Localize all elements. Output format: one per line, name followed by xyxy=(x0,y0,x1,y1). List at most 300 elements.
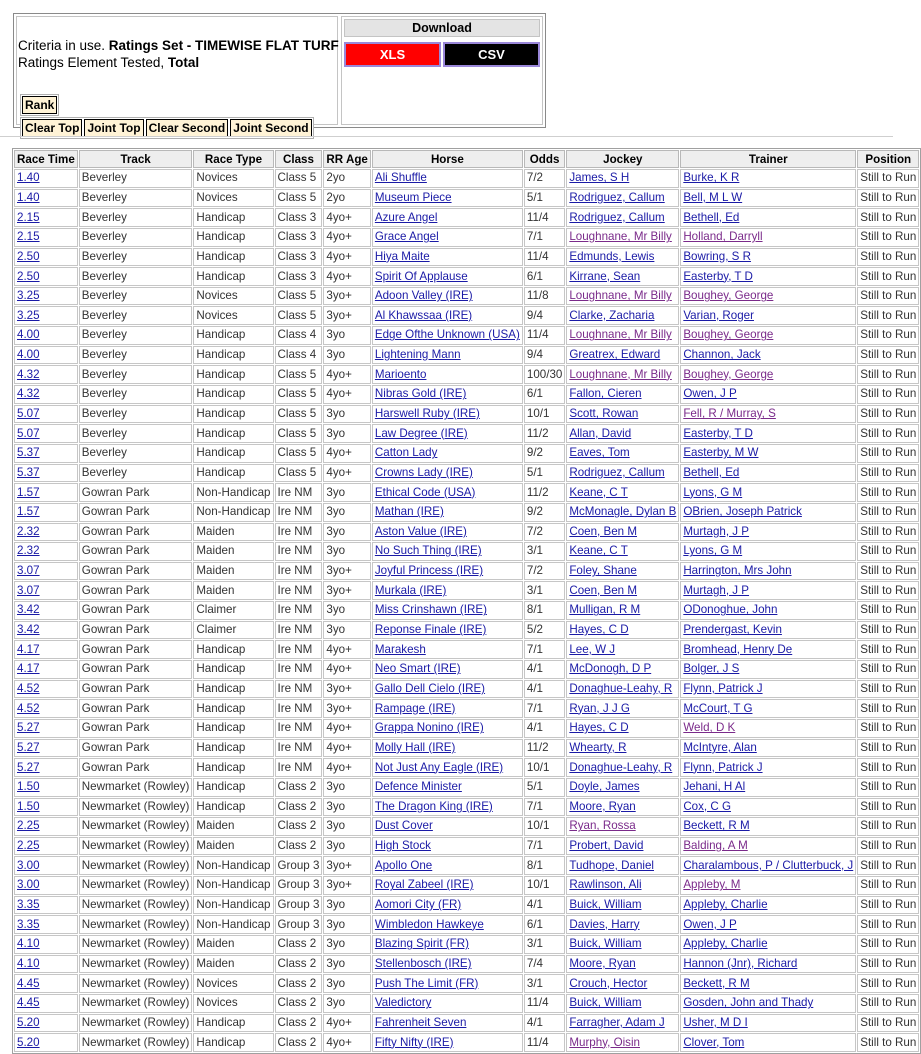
cell-track: Gowran Park xyxy=(79,562,193,581)
horse-link[interactable]: The Dragon King (IRE) xyxy=(374,799,493,813)
jockey-link[interactable]: Allan, David xyxy=(569,426,632,440)
jockey-link[interactable]: Murphy, Oisin xyxy=(569,1035,640,1049)
horse-link[interactable]: Not Just Any Eagle (IRE) xyxy=(374,760,504,774)
horse-link[interactable]: Aston Value (IRE) xyxy=(374,524,467,538)
cell-horse xyxy=(372,778,523,797)
cell-trainer xyxy=(680,365,856,384)
horse-link[interactable]: Apollo One xyxy=(374,858,433,872)
cell-position: Still to Run xyxy=(857,169,919,188)
jockey-link[interactable]: Keane, C T xyxy=(569,485,628,499)
cell-horse xyxy=(372,974,523,993)
horse-link[interactable]: Law Degree (IRE) xyxy=(374,426,468,440)
horse-link[interactable]: Wimbledon Hawkeye xyxy=(374,917,484,931)
cell-race-type: Handicap xyxy=(193,365,273,384)
cell-race-time xyxy=(14,758,78,777)
table-header-row xyxy=(14,150,919,168)
jockey-link[interactable]: McDonogh, D P xyxy=(569,662,652,676)
cell-rr-age: 4yo+ xyxy=(323,228,370,247)
cell-rr-age: 4yo+ xyxy=(323,248,370,267)
jockey-link[interactable]: Ryan, J J G xyxy=(569,701,630,715)
horse-link[interactable]: Marakesh xyxy=(374,642,426,656)
cell-race-type: Handicap xyxy=(193,208,273,227)
race-time-link[interactable]: 3.00 xyxy=(17,858,40,872)
table-row xyxy=(14,385,919,404)
trainer-link[interactable]: Beckett, R M xyxy=(683,819,750,833)
cell-class: Class 3 xyxy=(275,208,323,227)
horse-link[interactable]: Molly Hall (IRE) xyxy=(374,740,456,754)
race-time-link[interactable]: 3.35 xyxy=(17,917,40,931)
cell-race-time xyxy=(14,955,78,974)
trainer-link[interactable]: Clover, Tom xyxy=(683,1035,745,1049)
race-time-link[interactable]: 1.57 xyxy=(17,485,40,499)
cell-position: Still to Run xyxy=(857,248,919,267)
horse-link[interactable]: Joyful Princess (IRE) xyxy=(374,564,484,578)
race-time-link[interactable]: 5.27 xyxy=(17,740,40,754)
horse-link[interactable]: Grappa Nonino (IRE) xyxy=(374,721,484,735)
horse-link[interactable]: Harswell Ruby (IRE) xyxy=(374,407,480,420)
cell-jockey xyxy=(566,424,679,443)
horse-link[interactable]: Royal Zabeel (IRE) xyxy=(374,878,474,892)
trainer-link[interactable]: Boughey, George xyxy=(683,328,774,342)
cell-horse xyxy=(372,876,523,895)
horse-link[interactable]: No Such Thing (IRE) xyxy=(374,544,482,558)
cell-trainer xyxy=(680,326,856,345)
cell-jockey xyxy=(566,817,679,836)
jockey-link[interactable]: Donaghue-Leahy, R xyxy=(569,760,673,774)
race-time-link[interactable]: 4.17 xyxy=(17,662,40,676)
cell-position: Still to Run xyxy=(857,856,919,875)
horse-link[interactable]: Museum Piece xyxy=(374,190,452,204)
trainer-link[interactable]: Charalambous, P / Clutterbuck, J xyxy=(683,858,854,872)
race-time-link[interactable]: 2.25 xyxy=(17,839,40,853)
cell-rr-age: 2yo xyxy=(323,189,370,208)
cell-track: Beverley xyxy=(79,306,193,325)
trainer-link[interactable]: Owen, J P xyxy=(683,917,737,931)
cell-rr-age: 3yo+ xyxy=(323,562,370,581)
horse-link[interactable]: Neo Smart (IRE) xyxy=(374,662,461,676)
cell-rr-age: 3yo+ xyxy=(323,581,370,600)
cell-class: Class 2 xyxy=(275,974,323,993)
cell-class: Ire NM xyxy=(275,640,323,659)
cell-horse xyxy=(372,405,523,424)
race-time-link[interactable]: 4.32 xyxy=(17,367,40,381)
horse-link[interactable]: Stellenbosch (IRE) xyxy=(374,956,472,970)
rank-button[interactable]: Rank xyxy=(22,96,57,114)
cell-horse xyxy=(372,935,523,954)
race-time-link[interactable]: 2.50 xyxy=(17,249,40,263)
cell-odds: 11/4 xyxy=(524,1033,565,1052)
cell-class: Ire NM xyxy=(275,562,323,581)
cell-rr-age: 3yo xyxy=(323,346,370,365)
trainer-link[interactable]: Balding, A M xyxy=(683,839,748,853)
cell-position: Still to Run xyxy=(857,798,919,817)
cell-odds: 8/1 xyxy=(524,601,565,620)
race-time-link[interactable]: 5.07 xyxy=(17,407,40,420)
cell-position: Still to Run xyxy=(857,817,919,836)
race-time-link[interactable]: 3.25 xyxy=(17,308,40,322)
race-time-link[interactable]: 1.50 xyxy=(17,780,40,794)
race-time-link[interactable]: 2.50 xyxy=(17,269,40,283)
jockey-link[interactable]: Fallon, Cieren xyxy=(569,387,642,401)
horse-link[interactable]: Crowns Lady (IRE) xyxy=(374,465,473,479)
cell-odds: 9/2 xyxy=(524,503,565,522)
jockey-link[interactable]: Keane, C T xyxy=(569,544,628,558)
trainer-link[interactable]: Lyons, G M xyxy=(683,485,743,499)
jockey-link[interactable]: Loughnane, Mr Billy xyxy=(569,328,672,342)
race-time-link[interactable]: 3.42 xyxy=(17,603,40,617)
horse-link[interactable]: Nibras Gold (IRE) xyxy=(374,387,467,401)
cell-race-type: Non-Handicap xyxy=(193,896,273,915)
cell-odds: 7/1 xyxy=(524,699,565,718)
trainer-link[interactable]: McIntyre, Alan xyxy=(683,740,757,754)
jockey-link[interactable]: Hayes, C D xyxy=(569,623,629,637)
cell-class: Class 2 xyxy=(275,798,323,817)
race-time-link[interactable]: 4.10 xyxy=(17,956,40,970)
cell-position: Still to Run xyxy=(857,915,919,934)
race-time-link[interactable]: 1.40 xyxy=(17,171,40,185)
race-time-link[interactable]: 3.07 xyxy=(17,583,40,597)
cell-trainer xyxy=(680,346,856,365)
jockey-link[interactable]: Buick, William xyxy=(569,898,642,912)
race-time-link[interactable]: 1.57 xyxy=(17,505,40,519)
trainer-link[interactable]: Easterby, T D xyxy=(683,426,753,440)
joint-second-button[interactable]: Joint Second xyxy=(230,119,311,137)
jockey-link[interactable]: Moore, Ryan xyxy=(569,799,636,813)
horse-link[interactable]: Gallo Dell Cielo (IRE) xyxy=(374,681,486,695)
cell-trainer xyxy=(680,640,856,659)
cell-class: Group 3 xyxy=(275,856,323,875)
horse-link[interactable]: Edge Ofthe Unknown (USA) xyxy=(374,328,520,342)
trainer-link[interactable]: McCourt, T G xyxy=(683,701,753,715)
table-row xyxy=(14,208,919,227)
cell-race-time xyxy=(14,267,78,286)
horse-link[interactable]: Mathan (IRE) xyxy=(374,505,444,519)
horse-link[interactable]: Defence Minister xyxy=(374,780,462,794)
race-time-link[interactable]: 4.52 xyxy=(17,701,40,715)
race-time-link[interactable]: 4.52 xyxy=(17,681,40,695)
jockey-link[interactable]: Lee, W J xyxy=(569,642,616,656)
race-time-link[interactable]: 2.32 xyxy=(17,524,40,538)
race-time-link[interactable]: 3.25 xyxy=(17,289,40,303)
trainer-link[interactable]: Flynn, Patrick J xyxy=(683,681,763,695)
race-time-link[interactable]: 5.27 xyxy=(17,721,40,735)
cell-rr-age: 3yo xyxy=(323,542,370,561)
cell-odds: 10/1 xyxy=(524,876,565,895)
cell-race-type: Handicap xyxy=(193,719,273,738)
cell-horse xyxy=(372,1014,523,1033)
cell-rr-age: 2yo xyxy=(323,169,370,188)
race-time-link[interactable]: 3.35 xyxy=(17,898,40,912)
cell-rr-age: 3yo xyxy=(323,601,370,620)
horse-link[interactable]: Adoon Valley (IRE) xyxy=(374,289,473,303)
cell-jockey xyxy=(566,621,679,640)
race-time-link[interactable]: 5.07 xyxy=(17,426,40,440)
trainer-link[interactable]: Bell, M L W xyxy=(683,190,743,204)
trainer-link[interactable]: Beckett, R M xyxy=(683,976,750,990)
xls-download-button[interactable]: XLS xyxy=(344,42,441,67)
trainer-link[interactable]: Appleby, Charlie xyxy=(683,898,768,912)
trainer-link[interactable]: Easterby, T D xyxy=(683,269,753,283)
cell-jockey xyxy=(566,915,679,934)
trainer-link[interactable]: Lyons, G M xyxy=(683,544,743,558)
cell-horse xyxy=(372,1033,523,1052)
trainer-link[interactable]: Bowring, S R xyxy=(683,249,751,263)
jockey-link[interactable]: Tudhope, Daniel xyxy=(569,858,654,872)
trainer-link[interactable]: Weld, D K xyxy=(683,721,736,735)
cell-position: Still to Run xyxy=(857,1033,919,1052)
cell-track: Gowran Park xyxy=(79,483,193,502)
horse-link[interactable]: Al Khawssaa (IRE) xyxy=(374,308,473,322)
table-row xyxy=(14,640,919,659)
jockey-link[interactable]: Foley, Shane xyxy=(569,564,637,578)
jockey-link[interactable]: James, S H xyxy=(569,171,630,185)
jockey-link[interactable]: Rawlinson, Ali xyxy=(569,878,642,892)
jockey-link[interactable]: Moore, Ryan xyxy=(569,956,636,970)
trainer-link[interactable]: ODonoghue, John xyxy=(683,603,778,617)
element-tested-value: Total xyxy=(167,55,200,70)
jockey-link[interactable]: McMonagle, Dylan B xyxy=(569,505,677,519)
horse-link[interactable]: Ali Shuffle xyxy=(374,171,427,185)
cell-track: Newmarket (Rowley) xyxy=(79,876,193,895)
jockey-link[interactable]: Probert, David xyxy=(569,839,644,853)
trainer-link[interactable]: Owen, J P xyxy=(683,387,737,401)
cell-odds: 3/1 xyxy=(524,542,565,561)
horse-link[interactable]: High Stock xyxy=(374,839,431,853)
cell-track: Newmarket (Rowley) xyxy=(79,994,193,1013)
table-body xyxy=(14,169,919,1052)
jockey-link[interactable]: Donaghue-Leahy, R xyxy=(569,681,673,695)
trainer-link[interactable]: Jehani, H Al xyxy=(683,780,746,794)
table-row xyxy=(14,1014,919,1033)
jockey-link[interactable]: Rodriguez, Callum xyxy=(569,190,665,204)
trainer-link[interactable]: Bethell, Ed xyxy=(683,465,740,479)
cell-race-time xyxy=(14,385,78,404)
cell-position: Still to Run xyxy=(857,955,919,974)
horse-link[interactable]: Azure Angel xyxy=(374,210,438,224)
horse-link[interactable]: Catton Lady xyxy=(374,446,438,460)
race-time-link[interactable]: 2.15 xyxy=(17,230,40,244)
cell-horse xyxy=(372,915,523,934)
cell-odds: 3/1 xyxy=(524,974,565,993)
cell-trainer xyxy=(680,562,856,581)
cell-odds: 7/1 xyxy=(524,837,565,856)
cell-rr-age: 3yo xyxy=(323,896,370,915)
jockey-link[interactable]: Mulligan, R M xyxy=(569,603,641,617)
cell-class: Class 2 xyxy=(275,955,323,974)
horse-link[interactable]: Blazing Spirit (FR) xyxy=(374,937,469,951)
cell-race-time xyxy=(14,994,78,1013)
jockey-link[interactable]: Buick, William xyxy=(569,996,642,1010)
race-time-link[interactable]: 4.45 xyxy=(17,976,40,990)
cell-position: Still to Run xyxy=(857,896,919,915)
jockey-link[interactable]: Clarke, Zacharia xyxy=(569,308,655,322)
jockey-link[interactable]: Farragher, Adam J xyxy=(569,1015,665,1029)
csv-download-button[interactable]: CSV xyxy=(443,42,540,67)
cell-class: Ire NM xyxy=(275,758,323,777)
cell-jockey xyxy=(566,778,679,797)
race-time-link[interactable]: 4.00 xyxy=(17,328,40,342)
joint-top-button[interactable]: Joint Top xyxy=(84,119,143,137)
trainer-link[interactable]: Holland, Darryll xyxy=(683,230,763,244)
cell-class: Ire NM xyxy=(275,503,323,522)
trainer-link[interactable]: Bromhead, Henry De xyxy=(683,642,793,656)
cell-class: Class 5 xyxy=(275,444,323,463)
trainer-link[interactable]: Hannon (Jnr), Richard xyxy=(683,956,798,970)
table-row xyxy=(14,346,919,365)
clear-top-button[interactable]: Clear Top xyxy=(22,119,82,137)
jockey-link[interactable]: Doyle, James xyxy=(569,780,640,794)
horse-link[interactable]: Murkala (IRE) xyxy=(374,583,447,597)
horse-link[interactable]: Ethical Code (USA) xyxy=(374,485,476,499)
horse-link[interactable]: Reponse Finale (IRE) xyxy=(374,623,487,637)
trainer-link[interactable]: Easterby, M W xyxy=(683,446,759,460)
trainer-link[interactable]: Prendergast, Kevin xyxy=(683,623,782,637)
jockey-link[interactable]: Loughnane, Mr Billy xyxy=(569,289,672,303)
cell-jockey xyxy=(566,935,679,954)
cell-rr-age: 3yo xyxy=(323,778,370,797)
jockey-link[interactable]: Coen, Ben M xyxy=(569,583,638,597)
table-row xyxy=(14,601,919,620)
cell-horse xyxy=(372,955,523,974)
trainer-link[interactable]: Harrington, Mrs John xyxy=(683,564,792,578)
race-time-link[interactable]: 5.27 xyxy=(17,760,40,774)
jockey-link[interactable]: Rodriguez, Callum xyxy=(569,465,665,479)
cell-position: Still to Run xyxy=(857,365,919,384)
horse-link[interactable]: Marioento xyxy=(374,367,427,381)
horse-link[interactable]: Lightening Mann xyxy=(374,348,461,362)
trainer-link[interactable]: Usher, M D I xyxy=(683,1015,748,1029)
trainer-link[interactable]: Appleby, Charlie xyxy=(683,937,768,951)
jockey-link[interactable]: Davies, Harry xyxy=(569,917,640,931)
trainer-link[interactable]: Bolger, J S xyxy=(683,662,740,676)
cell-track: Beverley xyxy=(79,287,193,306)
race-time-link[interactable]: 3.07 xyxy=(17,564,40,578)
race-time-link[interactable]: 3.42 xyxy=(17,623,40,637)
trainer-link[interactable]: Murtagh, J P xyxy=(683,583,750,597)
cell-rr-age: 3yo+ xyxy=(323,680,370,699)
race-time-link[interactable]: 5.20 xyxy=(17,1035,40,1049)
race-time-link[interactable]: 2.32 xyxy=(17,544,40,558)
trainer-link[interactable]: Appleby, M xyxy=(683,878,741,892)
jockey-link[interactable]: Edmunds, Lewis xyxy=(569,249,655,263)
cell-jockey xyxy=(566,228,679,247)
trainer-link[interactable]: Varian, Roger xyxy=(683,308,754,322)
cell-horse xyxy=(372,562,523,581)
clear-second-button[interactable]: Clear Second xyxy=(146,119,229,137)
trainer-link[interactable]: Fell, R / Murray, S xyxy=(683,407,776,420)
cell-race-time xyxy=(14,208,78,227)
horse-link[interactable]: Rampage (IRE) xyxy=(374,701,456,715)
cell-track: Newmarket (Rowley) xyxy=(79,1014,193,1033)
cell-class: Class 2 xyxy=(275,817,323,836)
horse-link[interactable]: Spirit Of Applause xyxy=(374,269,468,283)
trainer-link[interactable]: Channon, Jack xyxy=(683,348,761,362)
criteria-text xyxy=(18,37,339,71)
jockey-link[interactable]: Greatrex, Edward xyxy=(569,348,661,362)
cell-position: Still to Run xyxy=(857,837,919,856)
cell-rr-age: 4yo+ xyxy=(323,444,370,463)
trainer-link[interactable]: Gosden, John and Thady xyxy=(683,996,814,1010)
cell-race-time xyxy=(14,523,78,542)
horse-link[interactable]: Miss Crinshawn (IRE) xyxy=(374,603,487,617)
cell-race-time xyxy=(14,169,78,188)
race-time-link[interactable]: 4.45 xyxy=(17,996,40,1010)
jockey-link[interactable]: Kirrane, Sean xyxy=(569,269,641,283)
jockey-link[interactable]: Loughnane, Mr Billy xyxy=(569,230,672,244)
race-time-link[interactable]: 2.15 xyxy=(17,210,40,224)
jockey-link[interactable]: Eaves, Tom xyxy=(569,446,630,460)
cell-jockey xyxy=(566,1033,679,1052)
horse-link[interactable]: Aomori City (FR) xyxy=(374,898,462,912)
cell-race-type: Handicap xyxy=(193,660,273,679)
cell-odds: 6/1 xyxy=(524,267,565,286)
jockey-link[interactable]: Coen, Ben M xyxy=(569,524,638,538)
race-time-link[interactable]: 5.37 xyxy=(17,446,40,460)
race-time-link[interactable]: 3.00 xyxy=(17,878,40,892)
jockey-link[interactable]: Loughnane, Mr Billy xyxy=(569,367,672,381)
horse-link[interactable]: Hiya Maite xyxy=(374,249,430,263)
horse-link[interactable]: Fifty Nifty (IRE) xyxy=(374,1035,454,1049)
horse-link[interactable]: Grace Angel xyxy=(374,230,439,244)
trainer-link[interactable]: Burke, K R xyxy=(683,171,740,185)
jockey-link[interactable]: Scott, Rowan xyxy=(569,407,639,420)
table-row xyxy=(14,444,919,463)
race-time-link[interactable]: 2.25 xyxy=(17,819,40,833)
table-row xyxy=(14,935,919,954)
race-time-link[interactable]: 4.00 xyxy=(17,348,40,362)
cell-race-time xyxy=(14,778,78,797)
race-time-link[interactable]: 4.32 xyxy=(17,387,40,401)
jockey-link[interactable]: Rodriguez, Callum xyxy=(569,210,665,224)
trainer-link[interactable]: OBrien, Joseph Patrick xyxy=(683,505,802,519)
jockey-link[interactable]: Crouch, Hector xyxy=(569,976,648,990)
column-header-rr-age: RR Age xyxy=(323,150,370,168)
horse-link[interactable]: Dust Cover xyxy=(374,819,433,833)
cell-race-time xyxy=(14,1033,78,1052)
cell-horse xyxy=(372,444,523,463)
race-time-link[interactable]: 4.17 xyxy=(17,642,40,656)
trainer-link[interactable]: Bethell, Ed xyxy=(683,210,740,224)
cell-race-time xyxy=(14,365,78,384)
cell-track: Gowran Park xyxy=(79,660,193,679)
cell-track: Beverley xyxy=(79,464,193,483)
trainer-link[interactable]: Boughey, George xyxy=(683,289,774,303)
jockey-link[interactable]: Ryan, Rossa xyxy=(569,819,636,833)
jockey-link[interactable]: Hayes, C D xyxy=(569,721,629,735)
horse-link[interactable]: Push The Limit (FR) xyxy=(374,976,479,990)
race-time-link[interactable]: 1.40 xyxy=(17,190,40,204)
trainer-link[interactable]: Murtagh, J P xyxy=(683,524,750,538)
cell-class: Ire NM xyxy=(275,621,323,640)
cell-trainer xyxy=(680,444,856,463)
cell-class: Group 3 xyxy=(275,876,323,895)
cell-rr-age: 3yo xyxy=(323,798,370,817)
jockey-link[interactable]: Buick, William xyxy=(569,937,642,951)
cell-trainer xyxy=(680,385,856,404)
trainer-link[interactable]: Cox, C G xyxy=(683,799,731,813)
race-time-link[interactable]: 4.10 xyxy=(17,937,40,951)
race-time-link[interactable]: 5.20 xyxy=(17,1015,40,1029)
cell-horse xyxy=(372,680,523,699)
horse-link[interactable]: Fahrenheit Seven xyxy=(374,1015,467,1029)
jockey-link[interactable]: Whearty, R xyxy=(569,740,627,754)
trainer-link[interactable]: Flynn, Patrick J xyxy=(683,760,763,774)
trainer-link[interactable]: Boughey, George xyxy=(683,367,774,381)
race-time-link[interactable]: 1.50 xyxy=(17,799,40,813)
cell-jockey xyxy=(566,483,679,502)
race-time-link[interactable]: 5.37 xyxy=(17,465,40,479)
horse-link[interactable]: Valedictory xyxy=(374,996,432,1010)
